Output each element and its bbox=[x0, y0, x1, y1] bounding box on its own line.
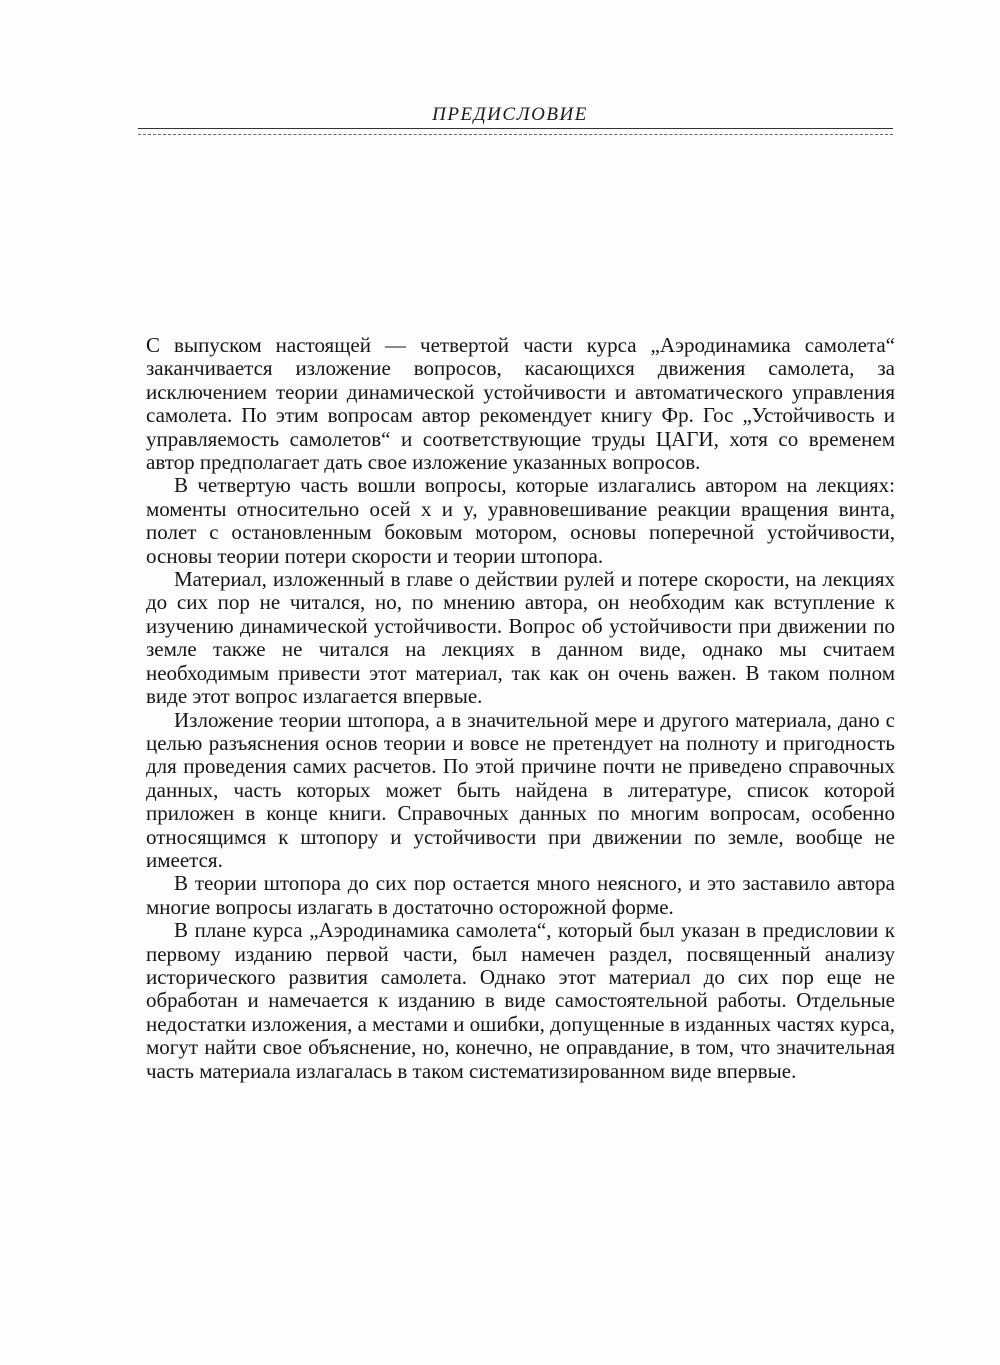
page-title: ПРЕДИСЛОВИЕ bbox=[432, 104, 588, 125]
paragraph: В плане курса „Аэродинамика самолета“, который был указан в предисловии к первому изданию первой части, был намечен раздел, посвященный анализу исторического развития самолета. Однако этот материал до сих пор еще не обработан и намечается к изданию в виде самостоятельной работы. Отдельные недостатки изложения, а местами и ошибки, допущенные в изданных частях курса, могут найти свое объяснение, но, конечно, не оправдание, в том, что значительная часть материала излагалась в таком систематизированном виде впервые. bbox=[146, 918, 895, 1083]
header-rule bbox=[138, 128, 893, 129]
paragraph: С выпуском настоящей — четвертой части курса „Аэродинамика самолета“ заканчивается изложение вопросов, касающихся движения самолета, за исключением теории динамической устойчивости и автоматического управления самолета. По этим вопросам автор рекомендует книгу Фр. Гос „Устойчивость и управляемость самолетов“ и соответствующие труды ЦАГИ, хотя со временем автор предполагает дать свое изложение указанных вопросов. bbox=[146, 333, 895, 475]
header-rule-secondary bbox=[138, 134, 893, 135]
paragraph: В четвертую часть вошли вопросы, которые излагались автором на лекциях: моменты относительно осей x и y, уравновешивание реакции вращения винта, полет с остановленным боковым мотором, основы поперечной устойчивости, основы теории потери скорости и теории штопора. bbox=[146, 473, 895, 568]
paragraph: В теории штопора до сих пор остается много неясного, и это заставило автора многие вопросы излагать в достаточно осторожной форме. bbox=[146, 871, 895, 919]
preface-body bbox=[146, 334, 895, 1083]
paragraph: Материал, изложенный в главе о действии рулей и потере скорости, на лекциях до сих пор не читался, но, по мнению автора, он необходим как вступление к изучению динамической устойчивости. Вопрос об устойчивости при движении по земле также не читался на лекциях в данном виде, однако мы считаем необходимым привести этот материал, так как он очень важен. В таком полном виде этот вопрос излагается впервые. bbox=[146, 567, 895, 709]
paragraph: Изложение теории штопора, а в значительной мере и другого материала, дано с целью разъяснения основ теории и вовсе не претендует на полноту и пригодность для проведения самих расчетов. По этой причине почти не приведено справочных данных, часть которых может быть найдена в литературе, список которой приложен в конце книги. Справочных данных по многим вопросам, особенно относящимся к штопору и устойчивости при движении по земле, вообще не имеется. bbox=[146, 707, 895, 872]
